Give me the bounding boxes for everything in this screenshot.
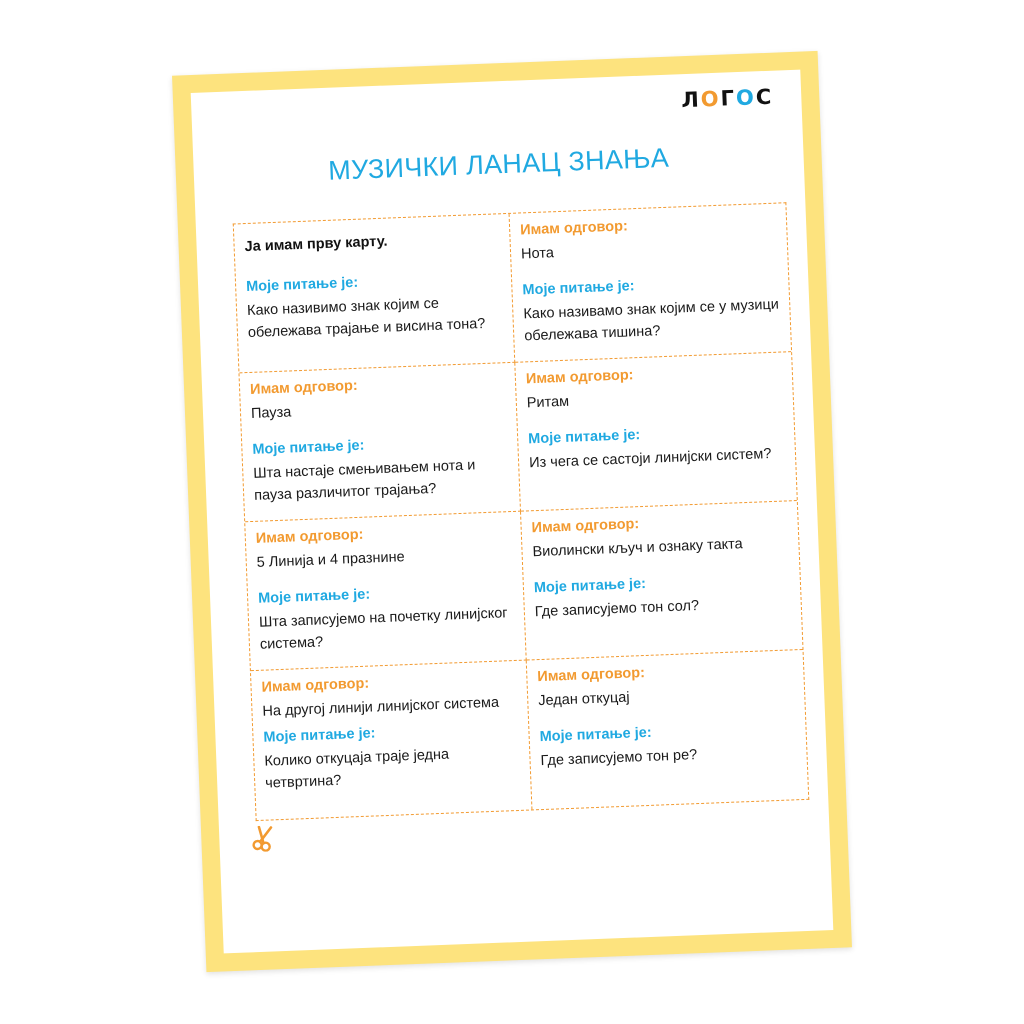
answer-text: Један откуцај (537, 689, 630, 710)
question-text: Из чега се састоји линијски систем? (528, 446, 772, 472)
answer-label: Имам одговор: (249, 377, 358, 398)
answer-label: Имам одговор: (525, 367, 634, 388)
answer-text: Нота (520, 245, 555, 263)
question-text: Где записујемо тон ре? (540, 747, 698, 770)
answer-text: Ритам (526, 393, 570, 412)
card-4 (515, 352, 797, 511)
card-5 (245, 512, 527, 671)
logo (681, 85, 774, 113)
card-8 (527, 650, 809, 809)
card-6 (521, 501, 803, 660)
question-text: Шта настаје смењивањем нота и пауза различитог трајања? (253, 457, 476, 504)
card-2 (510, 203, 792, 362)
first-card-text: Ја имам прву карту. (244, 233, 388, 256)
question-label: Моје питање је: (533, 575, 647, 597)
answer-label: Имам одговор: (255, 526, 364, 547)
question-text: Шта записујемо на почетку линијског система? (258, 605, 508, 653)
question-label: Моје питање је: (257, 586, 371, 607)
answer-label: Имам одговор: (531, 516, 640, 537)
logo-letter: О (700, 86, 722, 112)
card-1 (234, 214, 516, 373)
question-label: Моје питање је: (252, 437, 365, 458)
worksheet-inner (191, 70, 834, 954)
question-label: Моје питање је: (245, 274, 359, 296)
question-text: Где записујемо тон сол? (534, 597, 700, 621)
answer-text: Виолински кључ и ознаку такта (532, 536, 743, 561)
answer-text: Пауза (250, 404, 292, 422)
page-title: МУЗИЧКИ ЛАНАЦ ЗНАЊА (327, 142, 670, 186)
scissors-icon (251, 825, 278, 852)
question-label: Моје питање је: (263, 725, 376, 746)
answer-text: На другој линији линијског система (262, 694, 500, 720)
answer-text: 5 Линија и 4 празнине (256, 549, 405, 571)
logo-letter: Г (720, 86, 737, 111)
answer-label: Имам одговор: (537, 665, 646, 686)
answer-label: Имам одговор: (261, 675, 370, 696)
answer-label: Имам одговор: (519, 218, 629, 239)
question-text: Како називимо знак којим се обележава трајање и висина тона? (246, 295, 486, 341)
logo-letter: С (755, 84, 774, 110)
question-label: Моје питање је: (527, 427, 641, 448)
question-label: Моје питање је: (539, 724, 652, 746)
logo-letter: Л (680, 87, 702, 113)
card-3 (239, 363, 521, 522)
question-label: Моје питање је: (522, 278, 635, 299)
question-text: Како називамо знак којим се у музици обележава тишина? (523, 296, 780, 345)
card-7 (251, 661, 533, 820)
logo-letter: О (735, 85, 757, 111)
worksheet (172, 51, 852, 972)
card-grid (233, 202, 810, 821)
question-text: Колико откуцаја траје једна четвртина? (264, 746, 450, 792)
